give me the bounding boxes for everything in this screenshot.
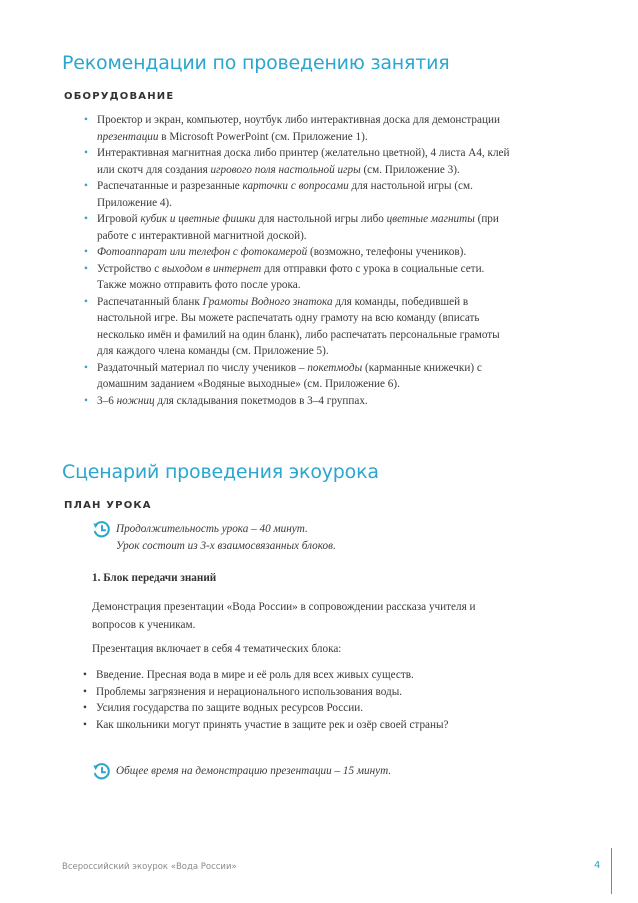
clock-icon: [92, 520, 111, 539]
topic-item: • Как школьники могут принять участие в защите рек и озёр своей страны?: [80, 717, 510, 734]
equipment-item: [81, 178, 511, 211]
topic-item: • Усилия государства по защите водных ресурсов России.: [80, 700, 510, 717]
equipment-item-text: для команды, победившей в настольной игре. Вы можете распечатать одну грамоту на всю команду (вписать несколько имён и фамилий на один бланк), либо распечатать персональные грамоты для каждого члена команды (см. Приложение 5).: [97, 295, 500, 357]
equipment-item-emphasis: Фотоаппарат или телефон с фотокамерой: [97, 246, 308, 258]
equipment-item: [81, 393, 511, 410]
equipment-item-text: Раздаточный материал по числу учеников –: [97, 361, 308, 374]
equipment-item-emphasis: презентации: [97, 130, 159, 143]
section-title-recommendations: Рекомендации по проведению занятия: [62, 52, 450, 74]
equipment-item-text: для складывания покетмодов в 3–4 группах.: [154, 394, 368, 407]
topics-list: [80, 667, 510, 733]
equipment-item-emphasis: покетмоды: [307, 361, 363, 374]
equipment-item-text: (карманные книжечки) с домашним заданием «Водяные выходные» (см. Приложение 6).: [97, 361, 482, 390]
equipment-item: [81, 244, 511, 261]
equipment-item-text: для настольной игры (см. Приложение 4).: [97, 180, 473, 209]
total-time-text: Общее время на демонстрацию презентации – 15 минут.: [116, 765, 392, 777]
topic-item: • Проблемы загрязнения и нерационального использования воды.: [80, 684, 510, 701]
equipment-list: [81, 112, 511, 409]
equipment-item-text: Игровой: [97, 213, 141, 225]
topic-item: • Введение. Пресная вода в мире и её роль для всех живых существ.: [80, 667, 510, 684]
equipment-item-text: Распечатанный бланк: [97, 295, 203, 308]
equipment-item-emphasis: ножниц: [116, 394, 155, 407]
footer-text: Всероссийский экоурок «Вода России»: [62, 862, 237, 872]
equipment-item: [81, 360, 511, 393]
equipment-item-text: 3–6: [97, 394, 117, 407]
equipment-item-text: для отправки фото с урока в социальные сети. Также можно отправить фото после урока.: [97, 262, 485, 291]
paragraph-blocks-intro: Презентация включает в себя 4 тематических блока:: [92, 643, 342, 655]
equipment-item: [81, 211, 511, 244]
clock-icon: [92, 762, 111, 781]
equipment-item-emphasis: кубик и цветные фишки: [140, 213, 256, 225]
equipment-item-text: Интерактивная магнитная доска либо принтер (желательно цветной), 4 листа А4, клей или скотч для создания: [97, 147, 510, 176]
subtitle-lesson-plan: ПЛАН УРОКА: [64, 500, 152, 511]
block1-title: 1. Блок передачи знаний: [92, 572, 217, 584]
equipment-item-text: Устройство с: [97, 262, 162, 275]
subtitle-equipment: ОБОРУДОВАНИЕ: [64, 91, 175, 102]
equipment-item-text: Распечатанные и разрезанные: [97, 180, 243, 192]
equipment-item-emphasis: Грамоты Водного знатока: [202, 295, 333, 308]
equipment-item-emphasis: игрового поля настольной игры: [210, 163, 361, 176]
paragraph-presentation: Демонстрация презентации «Вода России» в сопровождении рассказа учителя и вопросов к ученикам.: [92, 601, 476, 631]
duration-line-1: Продолжительность урока – 40 минут.: [116, 523, 308, 535]
equipment-item-text: (при работе с интерактивной магнитной доской).: [97, 213, 499, 242]
footer-divider: [611, 848, 612, 894]
equipment-item-text: (возможно, телефоны учеников).: [307, 246, 467, 258]
equipment-item-emphasis: цветные магниты: [386, 213, 475, 225]
equipment-item-text: для настольной игры либо: [255, 213, 387, 225]
equipment-item: [81, 294, 511, 360]
equipment-item: [81, 145, 511, 178]
equipment-item-text: в Microsoft PowerPoint (см. Приложение 1).: [158, 130, 368, 143]
equipment-item-text: (см. Приложение 3).: [360, 163, 460, 176]
section-title-scenario: Сценарий проведения экоурока: [62, 461, 379, 483]
duration-line-2: Урок состоит из 3-х взаимосвязанных блоков.: [116, 539, 336, 552]
page-number: 4: [594, 860, 601, 871]
equipment-item-emphasis: карточки с вопросами: [242, 180, 349, 192]
equipment-item-text: Проектор и экран, компьютер, ноутбук либо интерактивная доска для демонстрации: [97, 114, 500, 126]
equipment-item: [81, 261, 511, 294]
equipment-item-emphasis: выходом в интернет: [161, 262, 262, 275]
equipment-item: [81, 112, 511, 145]
